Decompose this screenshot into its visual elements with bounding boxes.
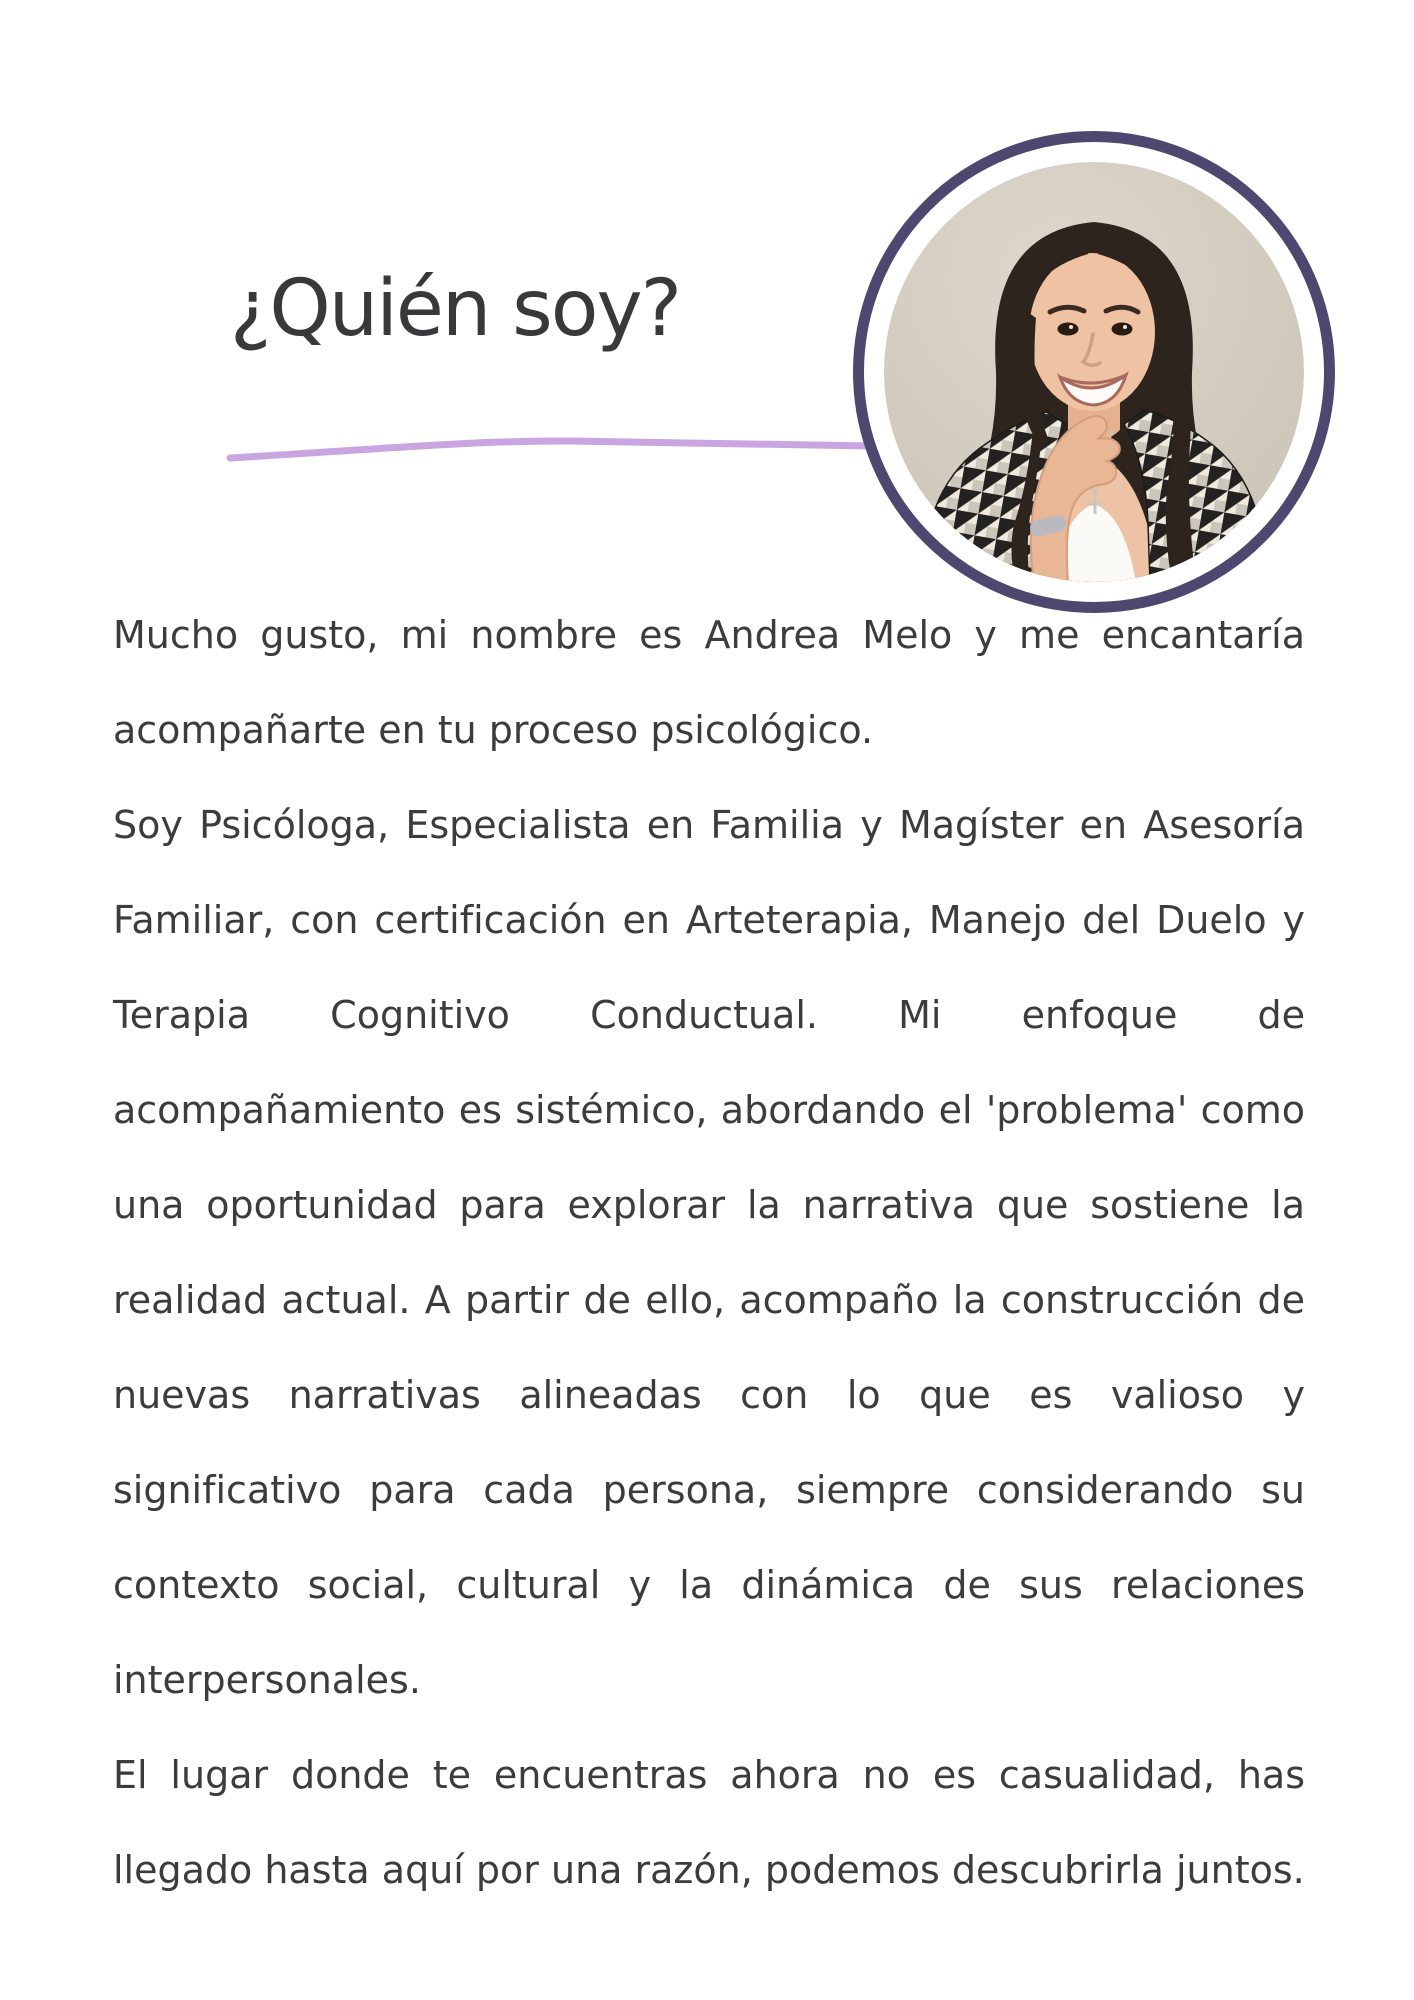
about-text-block [113, 588, 1305, 1918]
portrait-illustration [884, 162, 1304, 582]
paragraph-closing: El lugar donde te encuentras ahora no es casualidad, has llegado hasta aquí por una razón, podemos descubrirla juntos. [113, 1753, 1305, 1892]
profile-photo [884, 162, 1304, 582]
profile-photo-frame [853, 131, 1335, 613]
page-title: ¿Quién soy? [229, 264, 681, 355]
title-underline-stroke [200, 418, 900, 478]
paragraph-credentials-approach: Soy Psicóloga, Especialista en Familia y Magíster en Asesoría Familiar, con certificación en Arteterapia, Manejo del Duelo y Terapia Cognitivo Conductual. Mi enfoque de acompañamiento es sistémico, abordando el 'problema' como una oportunidad para explorar la narrativa que sostiene la realidad actual. A partir de ello, acompaño la construcción de nuevas narrativas alineadas con lo que es valioso y significativo para cada persona, siempre considerando su contexto social, cultural y la dinámica de sus relaciones interpersonales. [113, 803, 1305, 1702]
paragraph-intro: Mucho gusto, mi nombre es Andrea Melo y me encantaría acompañarte en tu proceso psicológico. [113, 613, 1305, 752]
